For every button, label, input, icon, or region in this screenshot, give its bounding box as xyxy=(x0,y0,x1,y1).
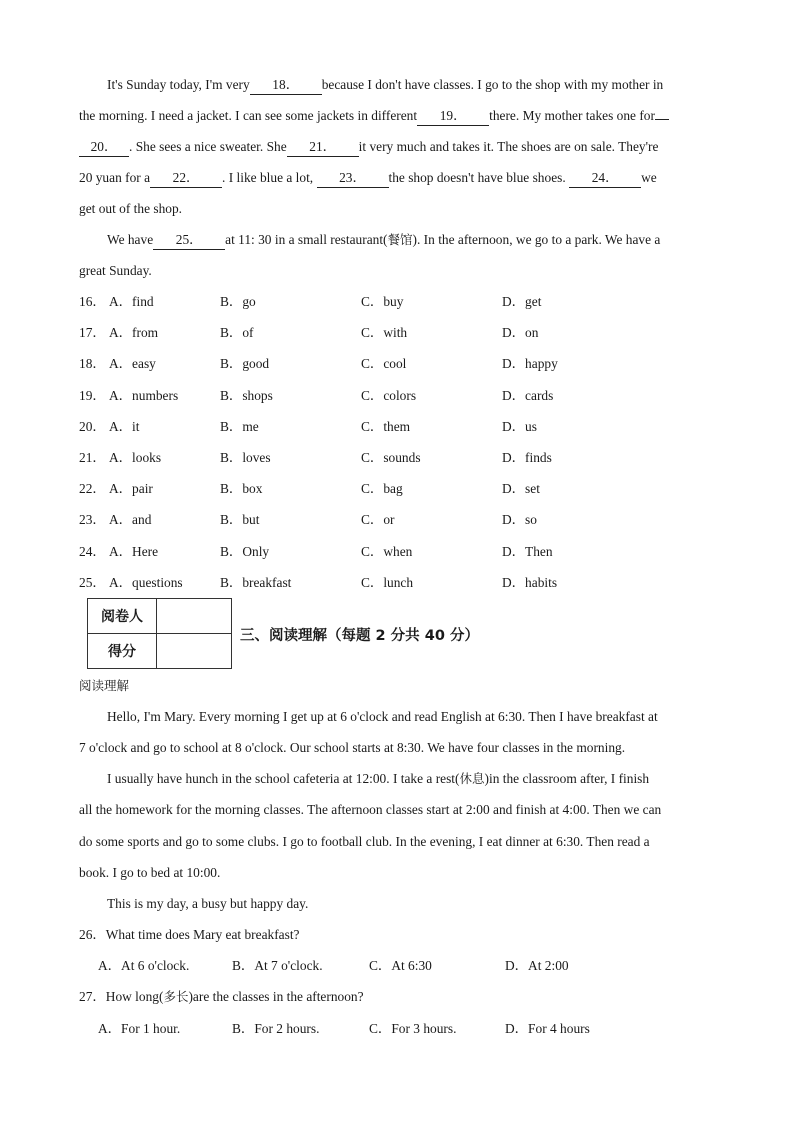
blank-19[interactable]: 19． xyxy=(417,107,489,126)
reviewer-field[interactable] xyxy=(157,599,232,634)
score-label: 得分 xyxy=(88,634,157,669)
option-b[interactable]: B．of xyxy=(220,325,254,341)
option-c[interactable]: C．with xyxy=(361,325,408,341)
option-c[interactable]: C．them xyxy=(361,418,411,434)
reading-p2-line-2: all the homework for the morning classes. The afternoon classes start at 2:00 and finish at 4:00. Then we can xyxy=(79,802,662,817)
q27-option-c[interactable]: C．For 3 hours. xyxy=(369,1021,457,1036)
question-number: 17． xyxy=(79,325,106,341)
option-d[interactable]: D．habits xyxy=(502,574,558,590)
score-box xyxy=(87,598,232,669)
option-d[interactable]: D．us xyxy=(502,418,537,434)
q27-option-d[interactable]: D．For 4 hours xyxy=(505,1021,590,1036)
blank-22[interactable]: 22． xyxy=(150,169,222,188)
cloze-line-2 xyxy=(79,107,669,126)
reading-p3: This is my day, a busy but happy day. xyxy=(107,896,309,911)
cloze-line-4 xyxy=(79,169,657,188)
blank-25[interactable]: 25． xyxy=(153,231,225,250)
option-d[interactable]: D．Then xyxy=(502,543,553,559)
text: We have xyxy=(107,232,154,247)
option-b[interactable]: B．Only xyxy=(220,543,270,559)
cloze-line-3 xyxy=(79,138,658,157)
option-b[interactable]: B．box xyxy=(220,481,263,497)
text: . I like blue a lot, xyxy=(222,170,314,185)
option-a[interactable]: A．questions xyxy=(109,574,183,590)
text: because I don't have classes. I go to the shop with my mother in xyxy=(321,77,664,92)
blank-23[interactable]: 23． xyxy=(317,169,389,188)
option-b[interactable]: B．loves xyxy=(220,450,271,465)
reviewer-label: 阅卷人 xyxy=(88,599,157,634)
question-number: 21． xyxy=(79,450,106,465)
blank-18[interactable]: 18． xyxy=(250,76,322,95)
reading-heading: 阅读理解 xyxy=(79,678,130,693)
cloze-p2-line-2: great Sunday. xyxy=(79,263,152,278)
question-26-stem: 26．What time does Mary eat breakfast? xyxy=(79,927,300,942)
cloze-line-5: get out of the shop. xyxy=(79,201,183,216)
blank-24[interactable]: 24． xyxy=(569,169,641,188)
option-b[interactable]: B．good xyxy=(220,356,270,372)
section-title: 三、阅读理解（每题 2 分共 40 分） xyxy=(240,628,479,644)
option-d[interactable]: D．set xyxy=(502,481,540,497)
reading-p1-line-2: 7 o'clock and go to school at 8 o'clock. Our school starts at 8:30. We have four classes in the morning. xyxy=(79,740,626,755)
text: it very much and takes it. The shoes are on sale. They're xyxy=(358,139,659,154)
option-d[interactable]: D．get xyxy=(502,294,542,309)
text: 27．How long( xyxy=(79,989,164,1004)
blank-underline xyxy=(655,119,669,120)
option-d[interactable]: D．finds xyxy=(502,450,552,465)
option-a[interactable]: A．it xyxy=(109,418,140,434)
question-27-stem xyxy=(79,988,364,1006)
text-cn: 多长 xyxy=(163,989,189,1004)
option-d[interactable]: D．cards xyxy=(502,387,554,403)
text: 20 yuan for a xyxy=(79,170,151,185)
option-b[interactable]: B．but xyxy=(220,512,260,528)
option-b[interactable]: B．shops xyxy=(220,387,273,403)
text-cn: 休息 xyxy=(459,771,485,786)
text: we xyxy=(641,170,657,185)
option-a[interactable]: A．numbers xyxy=(109,387,179,403)
option-d[interactable]: D．on xyxy=(502,325,539,341)
blank-21[interactable]: 21． xyxy=(287,138,359,157)
option-c[interactable]: C．lunch xyxy=(361,574,414,590)
reading-p1-line-1: Hello, I'm Mary. Every morning I get up at 6 o'clock and read English at 6:30. Then I have breakfast at xyxy=(107,709,658,724)
text: )are the classes in the afternoon? xyxy=(188,989,364,1004)
option-c[interactable]: C．colors xyxy=(361,387,417,403)
option-a[interactable]: A．easy xyxy=(109,356,156,372)
option-c[interactable]: C．or xyxy=(361,512,395,528)
question-number: 20． xyxy=(79,418,106,434)
option-b[interactable]: B．me xyxy=(220,418,259,434)
text: there. My mother takes one for xyxy=(489,108,655,123)
q26-option-d[interactable]: D．At 2:00 xyxy=(505,958,569,973)
text: It's Sunday today, I'm very xyxy=(107,77,250,92)
text: I usually have hunch in the school cafeteria at 12:00. I take a rest( xyxy=(107,771,460,786)
question-number: 16． xyxy=(79,294,106,309)
option-c[interactable]: C．when xyxy=(361,543,413,559)
question-number: 18． xyxy=(79,356,106,372)
reading-p2-line-3: do some sports and go to some clubs. I go to football club. In the evening, I eat dinner at 6:30. Then read a xyxy=(79,834,650,849)
option-a[interactable]: A．looks xyxy=(109,450,162,465)
text: ). In the afternoon, we go to a park. We have a xyxy=(412,232,661,247)
q27-option-b[interactable]: B．For 2 hours. xyxy=(232,1021,320,1036)
text-cn: 餐馆 xyxy=(387,232,413,247)
text: )in the classroom after, I finish xyxy=(484,771,650,786)
q26-option-c[interactable]: C．At 6:30 xyxy=(369,958,432,973)
cloze-p2-line-1 xyxy=(107,231,660,250)
text: the morning. I need a jacket. I can see some jackets in different xyxy=(79,108,418,123)
reading-p2-line-1 xyxy=(107,770,649,788)
blank-20[interactable]: 20． xyxy=(79,138,129,157)
question-number: 24． xyxy=(79,543,106,559)
text: . She sees a nice sweater. She xyxy=(129,139,287,154)
option-c[interactable]: C．bag xyxy=(361,481,403,497)
option-c[interactable]: C．cool xyxy=(361,356,407,372)
question-number: 22． xyxy=(79,481,106,497)
option-a[interactable]: A．and xyxy=(109,512,152,528)
option-b[interactable]: B．go xyxy=(220,294,256,309)
question-number: 19． xyxy=(79,387,106,403)
option-a[interactable]: A．Here xyxy=(109,543,159,559)
option-b[interactable]: B．breakfast xyxy=(220,574,292,590)
cloze-line-1 xyxy=(107,76,663,95)
option-d[interactable]: D．so xyxy=(502,512,537,528)
reading-p2-line-4: book. I go to bed at 10:00. xyxy=(79,865,221,880)
q27-option-a[interactable]: A．For 1 hour. xyxy=(98,1021,181,1036)
option-a[interactable]: A．find xyxy=(109,294,154,309)
q26-option-b[interactable]: B．At 7 o'clock. xyxy=(232,958,323,973)
option-a[interactable]: A．from xyxy=(109,325,159,341)
option-c[interactable]: C．sounds xyxy=(361,450,421,465)
text: the shop doesn't have blue shoes. xyxy=(388,170,566,185)
question-number: 25． xyxy=(79,574,106,590)
question-number: 23． xyxy=(79,512,106,528)
option-a[interactable]: A．pair xyxy=(109,481,153,497)
score-field[interactable] xyxy=(157,634,232,669)
option-c[interactable]: C．buy xyxy=(361,294,404,309)
text: at 11: 30 in a small restaurant( xyxy=(225,232,388,247)
q26-option-a[interactable]: A．At 6 o'clock. xyxy=(98,958,190,973)
option-d[interactable]: D．happy xyxy=(502,356,558,372)
